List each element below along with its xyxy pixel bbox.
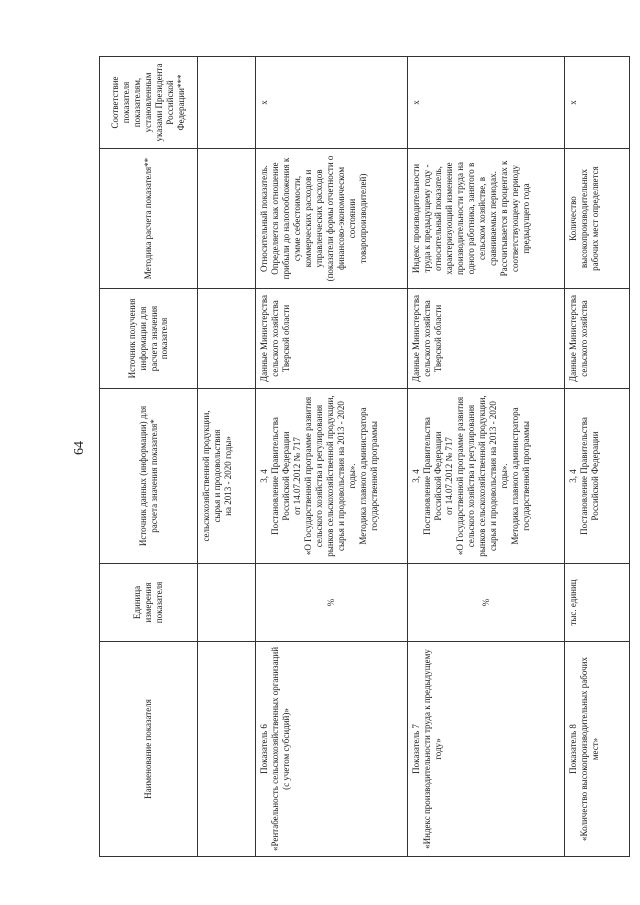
compliance-cell: x	[408, 57, 565, 149]
continuation-cell: сельскохозяйственной продукции, сырья и продовольствия на 2013 - 2020 годы»	[198, 389, 256, 564]
indicator-name-cell: Показатель 6 «Рентабельность сельскохозяйственных организаций (с учетом субсидий)»	[256, 642, 408, 857]
compliance-cell: x	[565, 57, 630, 149]
calc-method-cell: Индекс производительности труда к предыдущему году - относительный показатель, характеризующий изменение производительности труда на одного работника, занятого в сельском хозяйстве, в сравниваемых периодах. Рассчитывается в процентах к соответствующему периоду предыдущего года	[408, 149, 565, 289]
unit-cell: %	[256, 564, 408, 642]
compliance-cell: x	[256, 57, 408, 149]
header-calc-method: Методика расчета показателя**	[100, 149, 198, 289]
data-source-cell: 3, 4 Постановление Правительства Российской Федерации	[565, 389, 630, 564]
header-info-origin: Источник получения информации для расчета значения показателя	[100, 289, 198, 389]
calc-method-cell: Количество высокопроизводительных рабочих мест определяется	[565, 149, 630, 289]
indicator-name-cell: Показатель 7 «Индекс производительности труда к предыдущему году»	[408, 642, 565, 857]
table-row	[408, 57, 565, 857]
header-indicator-name: Наименование показателя	[100, 642, 198, 857]
rotated-table-wrapper	[99, 57, 629, 857]
table-row-continuation	[198, 57, 256, 857]
indicator-name-cell: Показатель 8 «Количество высокопроизводительных рабочих мест»	[565, 642, 630, 857]
page-number: 64	[72, 441, 87, 455]
info-origin-cell: Данные Министерства сельского хозяйства Тверской области	[256, 289, 408, 389]
header-data-source: Источник данных (информации) для расчета значения показателя*	[100, 389, 198, 564]
header-compliance: Соответствие показателя показателям, установленным указами Президента Российской Федерации***	[100, 57, 198, 149]
data-source-cell: 3, 4 Постановление Правительства Российской Федерации от 14.07.2012 № 717 «О Государственной программе развития сельского хозяйства и регулирования рынков сельскохозяйственной продукции, сырья и продовольствия на 2013 - 2020 годы». Методика главного администратора государственной программы	[408, 389, 565, 564]
unit-cell: тыс. единиц	[565, 564, 630, 642]
indicator-table	[99, 56, 630, 857]
info-origin-cell: Данные Министерства сельского хозяйства Тверской области	[408, 289, 565, 389]
table-row	[565, 57, 630, 857]
table-row	[256, 57, 408, 857]
info-origin-cell: Данные Министерства сельского хозяйства	[565, 289, 630, 389]
table-header-row	[100, 57, 198, 857]
calc-method-cell: Относительный показатель. Определяется как отношение прибыли до налогообложения к сумме себестоимости, коммерческих расходов и управленческих расходов (показатели формы отчетности о финансово-экономическом состоянии товаропроизводителей)	[256, 149, 408, 289]
unit-cell: %	[408, 564, 565, 642]
header-unit: Единица измерения показателя	[100, 564, 198, 642]
data-source-cell: 3, 4 Постановление Правительства Российской Федерации от 14.07.2012 № 717 «О Государственной программе развития сельского хозяйства и регулирования рынков сельскохозяйственной продукции, сырья и продовольствия на 2013 - 2020 годы». Методика главного администратора государственной программы	[256, 389, 408, 564]
